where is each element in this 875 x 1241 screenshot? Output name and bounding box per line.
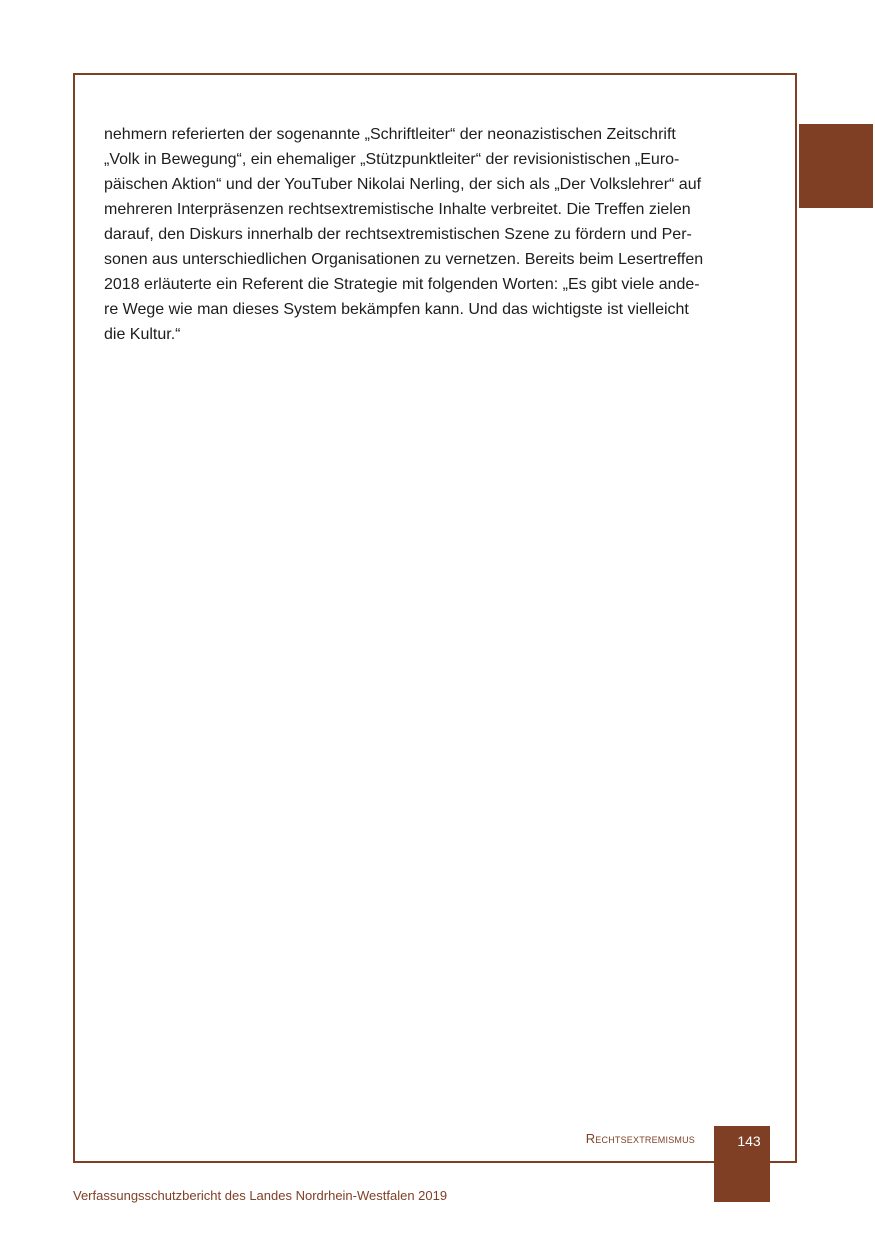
body-line: mehreren Interpräsenzen rechtsextremistische Inhalte verbreitet. Die Treffen zielen: [104, 201, 691, 218]
chapter-label: Rechtsextremismus: [585, 1131, 695, 1146]
body-line: sonen aus unterschiedlichen Organisationen zu vernetzen. Bereits beim Lesertreffen: [104, 251, 704, 268]
body-line: 2018 erläuterte ein Referent die Strategie mit folgenden Worten: „Es gibt viele ande-: [104, 276, 700, 293]
body-paragraph: [104, 122, 756, 347]
page-number: 143: [737, 1133, 761, 1149]
body-line: re Wege wie man dieses System bekämpfen kann. Und das wichtigste ist vielleicht: [104, 301, 689, 318]
publication-footer: Verfassungsschutzbericht des Landes Nordrhein-Westfalen 2019: [73, 1188, 448, 1203]
body-line: die Kultur.“: [104, 326, 181, 343]
body-line: päischen Aktion“ und der YouTuber Nikolai Nerling, der sich als „Der Volkslehrer“ auf: [104, 176, 702, 193]
body-line: nehmern referierten der sogenannte „Schriftleiter“ der neonazistischen Zeitschrift: [104, 126, 676, 143]
page-number-box: [714, 1126, 770, 1202]
body-line: „Volk in Bewegung“, ein ehemaliger „Stützpunktleiter“ der revisionistischen „Euro-: [104, 151, 680, 168]
chapter-side-tab: [799, 124, 873, 208]
body-line: darauf, den Diskurs innerhalb der rechtsextremistischen Szene zu fördern und Per-: [104, 226, 692, 243]
